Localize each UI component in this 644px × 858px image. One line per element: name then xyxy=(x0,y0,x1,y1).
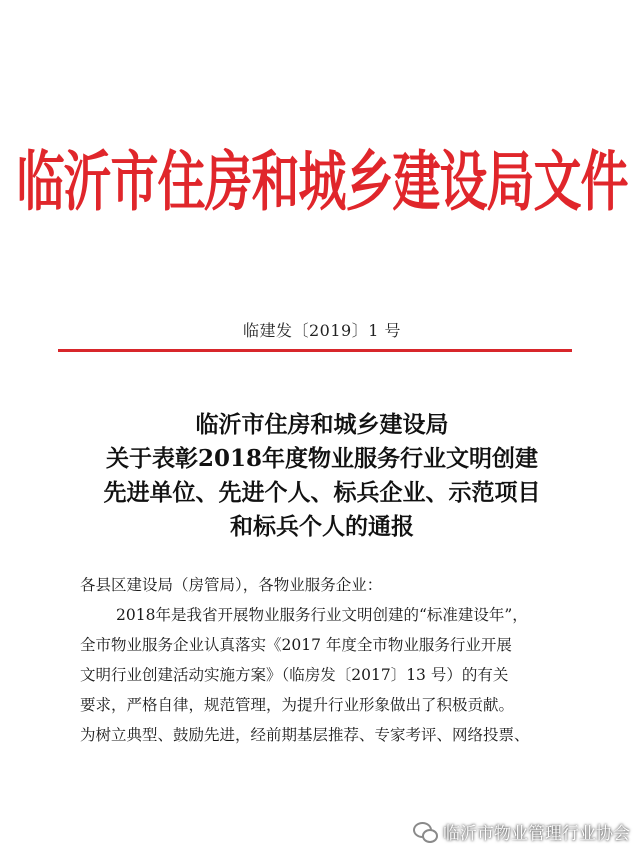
body-line: 要求，严格自律，规范管理，为提升行业形象做出了积极贡献。 xyxy=(80,696,515,714)
notice-title-line: 和标兵个人的通报 xyxy=(230,513,414,540)
header-divider xyxy=(58,349,572,352)
notice-title-line: 临沂市住房和城乡建设局 xyxy=(195,411,449,438)
body-line: 为树立典型、鼓励先进，经前期基层推荐、专家考评、网络投票、 xyxy=(80,726,530,744)
body-line: 全市物业服务企业认真落实《2017 年度全市物业服务行业开展 xyxy=(80,636,512,654)
document-header-title: 临沂市住房和城乡建设局文件 xyxy=(16,144,628,221)
watermark-text: 临沂市物业管理行业协会 xyxy=(443,824,630,844)
document-number: 临建发〔2019〕1 号 xyxy=(243,321,401,340)
notice-title-line: 先进单位、先进个人、标兵企业、示范项目 xyxy=(103,479,541,506)
document-body xyxy=(80,570,590,750)
salutation: 各县区建设局（房管局），各物业服务企业： xyxy=(80,576,383,594)
wechat-watermark xyxy=(413,819,630,844)
notice-title-line: 关于表彰2018年度物业服务行业文明创建 xyxy=(105,445,538,472)
body-line: 2018年是我省开展物业服务行业文明创建的“标准建设年”， xyxy=(116,606,528,624)
body-line: 文明行业创建活动实施方案》（临房发〔2017〕13 号）的有关 xyxy=(80,666,509,684)
notice-title xyxy=(0,408,644,544)
wechat-icon xyxy=(413,822,437,842)
